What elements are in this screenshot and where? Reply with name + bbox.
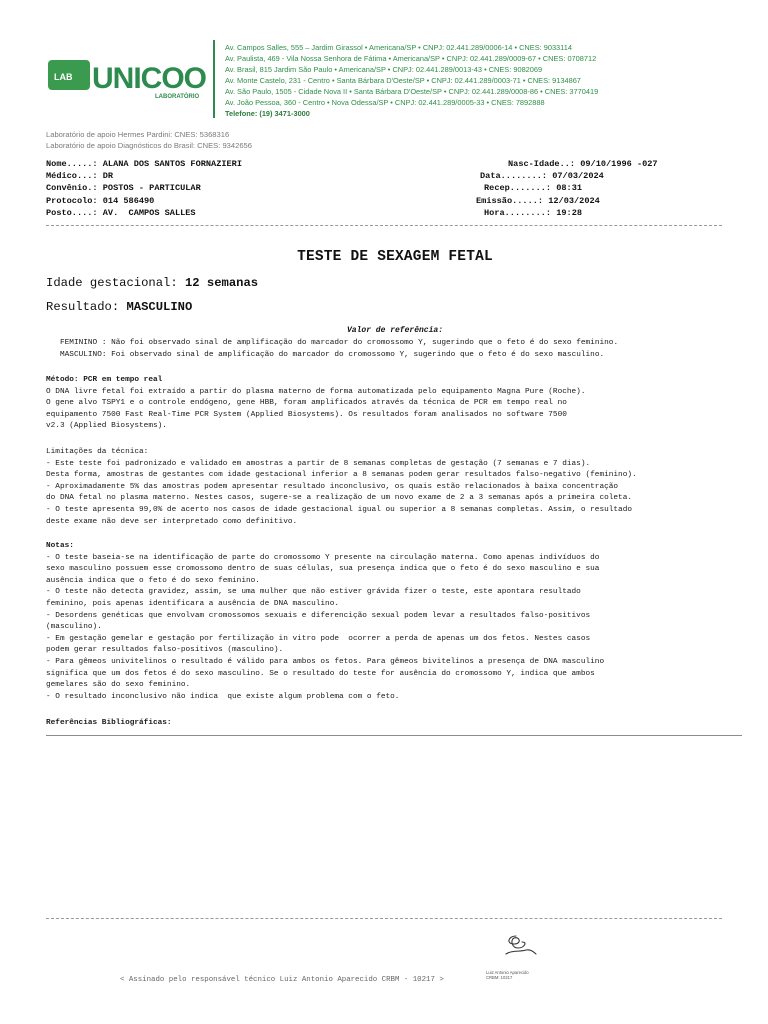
- logo-sub: LABORATÓRIO: [155, 94, 200, 100]
- reference-line: FEMININO : Não foi observado sinal de amplificação do marcador do cromossomo Y, sugerindo que o feto é do sexo feminino.: [60, 339, 619, 347]
- issue-time: 19:28: [556, 207, 583, 218]
- header-divider: [213, 40, 215, 118]
- notes-section: [46, 541, 604, 703]
- emissao-label: Emissão.....:: [476, 195, 544, 206]
- reference-heading: Valor de referência:: [346, 326, 443, 335]
- posto-value: AV. CAMPOS SALLES: [102, 207, 196, 218]
- protocolo-label: Protocolo:: [46, 195, 98, 206]
- method-line: equipamento 7500 Fast Real-Time PCR System (Applied Biosystems). Os resultados foram analisados no software 7500: [46, 410, 567, 419]
- issue-date: 12/03/2024: [548, 195, 600, 206]
- logo-prefix: LAB: [54, 72, 73, 82]
- birth-age: 09/10/1996 -027: [580, 159, 658, 169]
- bibliography-heading: Referências Bibliográficas:: [46, 719, 172, 727]
- notes-line: podem gerar resultados falso-positivos (masculino).: [46, 646, 284, 655]
- notes-line: feminino, pois apenas identificara a ausência de DNA masculino.: [46, 599, 339, 608]
- hora-label: Hora........:: [484, 207, 552, 218]
- notes-line: ausência indica que o feto é do sexo feminino.: [46, 576, 260, 585]
- signature-caption: [486, 970, 529, 980]
- phone-number: Telefone: (19) 3471-3000: [225, 109, 310, 118]
- exam-date: 07/03/2024: [552, 171, 604, 182]
- support-lab-line: Laboratório de apoio Diagnósticos do Brasil: CNES: 9342656: [46, 141, 253, 150]
- notes-line: (masculino).: [46, 623, 102, 632]
- address-line: Av. João Pessoa, 360 - Centro • Nova Odessa/SP • CNPJ: 02.441.289/0005-33 • CNES: 7892888: [225, 98, 545, 107]
- notes-line: - Em gestação gemelar e gestação por fertilização in vitro pode ocorrer a perda de apenas um dos fetos. Nestes casos: [46, 634, 591, 643]
- address-line: Av. São Paulo, 1505 - Cidade Nova II • Santa Bárbara D'Oeste/SP • CNPJ: 02.441.289/0008-86 • CNES: 3770419: [225, 87, 599, 96]
- unicoo-logo: [48, 54, 213, 102]
- data-label: Data........:: [480, 171, 548, 182]
- notes-line: gemelares são do sexo feminino.: [46, 681, 191, 690]
- limitations-line: - O teste apresenta 99,0% de acerto nos casos de idade gestacional igual ou superior a 8 semanas completas. Assim, o resultado: [46, 505, 632, 514]
- limitations-section: [46, 447, 637, 528]
- gestational-age-value: 12 semanas: [184, 276, 259, 290]
- posto-label: Posto....:: [46, 207, 98, 218]
- convenio-label: Convênio.:: [46, 183, 98, 194]
- notes-line: - Desordens genéticas que envolvam cromossomos sexuais e diferencição sexual podem levar a resultados falso-positivos: [46, 611, 591, 620]
- address-block: [225, 42, 755, 119]
- support-labs: [46, 129, 252, 151]
- protocol-number: 014 586490: [102, 195, 155, 206]
- logo-brand: UNICOO: [92, 62, 206, 95]
- limitations-line: deste exame não deve ser interpretado como definitivo.: [46, 517, 298, 526]
- patient-name: ALANA DOS SANTOS FORNAZIERI: [102, 159, 242, 169]
- notes-line: - O teste não detecta gravidez, assim, se uma mulher que não estiver grávida fizer o teste, este apontara resultado: [46, 588, 581, 597]
- method-section: [46, 375, 586, 433]
- signed-by-footer: < Assinado pelo responsável técnico Luiz Antonio Aparecido CRBM - 10217 >: [120, 976, 444, 984]
- nasc-label: Nasc-Idade..:: [508, 159, 576, 169]
- limitations-line: - Aproximadamente 5% das amostras podem apresentar resultado inconclusivo, os quais estão relacionados à baixa concentração: [46, 482, 619, 491]
- divider-top: [46, 225, 722, 226]
- patient-info-right: [476, 158, 658, 219]
- notes-line: - Para gêmeos univitelinos o resultado é válido para ambos os fetos. Para gêmeos bivitelinos a presença de DNA masculino: [46, 657, 605, 666]
- patient-info-left: [46, 158, 242, 219]
- gestational-age-label: Idade gestacional:: [46, 276, 178, 290]
- address-line: Av. Campos Salles, 555 – Jardim Girassol • Americana/SP • CNPJ: 02.441.289/0006-14 • CNES: 9033114: [225, 43, 572, 52]
- limitations-line: do DNA fetal no plasma materno. Nestes casos, sugere-se a realização de um novo exame de 2 a 3 semanas após a primeira coleta.: [46, 494, 632, 503]
- signature-crbm: CRBM: 10217: [486, 975, 513, 980]
- gestational-age-row: [46, 276, 258, 290]
- address-line: Av. Monte Castelo, 231 - Centro • Santa Bárbara D'Oeste/SP • CNPJ: 02.441.289/0003-71 • CNES: 9134867: [225, 76, 581, 85]
- method-line: O gene alvo TSPY1 e o controle endógeno, gene HBB, foram amplificados através da técnica de PCR em tempo real no: [46, 399, 567, 408]
- exam-title: TESTE DE SEXAGEM FETAL: [297, 249, 493, 265]
- notes-line: - O teste baseia-se na identificação de parte do cromossomo Y presente na circulação materna. Como apenas indivíduos do: [46, 553, 600, 562]
- method-line: v2.3 (Applied Biosystems).: [46, 422, 167, 431]
- notes-line: - O resultado inconclusivo não indica que existe algum problema com o feto.: [46, 692, 400, 701]
- doctor-name: DR: [102, 171, 114, 182]
- result-row: [46, 300, 192, 314]
- notes-line: sexo masculino possuem esse cromossomo dentro de suas células, sua presença indica que o feto é do sexo masculino e sua: [46, 565, 600, 574]
- bibliography-section: [46, 718, 172, 730]
- reference-block: [60, 338, 618, 361]
- limitations-heading: Limitações da técnica:: [46, 448, 149, 456]
- insurance: POSTOS - PARTICULAR: [102, 183, 201, 194]
- divider-bottom: [46, 918, 722, 919]
- divider-solid: [46, 735, 742, 736]
- nome-label: Nome.....:: [46, 159, 98, 169]
- notes-heading: Notas:: [46, 542, 74, 550]
- address-line: Av. Brasil, 815 Jardim São Paulo • Americana/SP • CNPJ: 02.441.289/0013-43 • CNES: 9082069: [225, 65, 543, 74]
- result-value: MASCULINO: [126, 300, 193, 314]
- method-heading: Método: PCR em tempo real: [46, 376, 163, 384]
- limitations-line: Desta forma, amostras de gestantes com idade gestacional inferior a 8 semanas podem gerar resultados falso-negativo (feminino).: [46, 471, 637, 480]
- medico-label: Médico...:: [46, 171, 98, 182]
- limitations-line: - Este teste foi padronizado e validado em amostras a partir de 8 semanas completas de gestação (7 semanas e 7 dias).: [46, 459, 591, 468]
- support-lab-line: Laboratório de apoio Hermes Pardini: CNES: 5368316: [46, 130, 230, 139]
- notes-line: significa que um dos fetos é do sexo masculino. Se o resultado do teste for ausência do cromossomo Y, indica que ambos: [46, 669, 595, 678]
- reception-time: 08:31: [556, 183, 583, 194]
- method-line: O DNA livre fetal foi extraído a partir do plasma materno de forma automatizada pelo equipamento Magna Pure (Roche).: [46, 387, 586, 396]
- address-line: Av. Paulista, 469 - Vila Nossa Senhora de Fátima • Americana/SP • CNPJ: 02.441.289/0009-67 • CNES: 0708712: [225, 54, 597, 63]
- signature-image: [498, 932, 540, 962]
- recep-label: Recep.......:: [484, 183, 552, 194]
- signature-name: Luiz Antonio Aparecido: [486, 970, 529, 975]
- reference-line: MASCULINO: Foi observado sinal de amplificação do marcador do cromossomo Y, sugerindo que o feto é do sexo masculino.: [60, 350, 605, 359]
- result-label: Resultado:: [46, 300, 120, 314]
